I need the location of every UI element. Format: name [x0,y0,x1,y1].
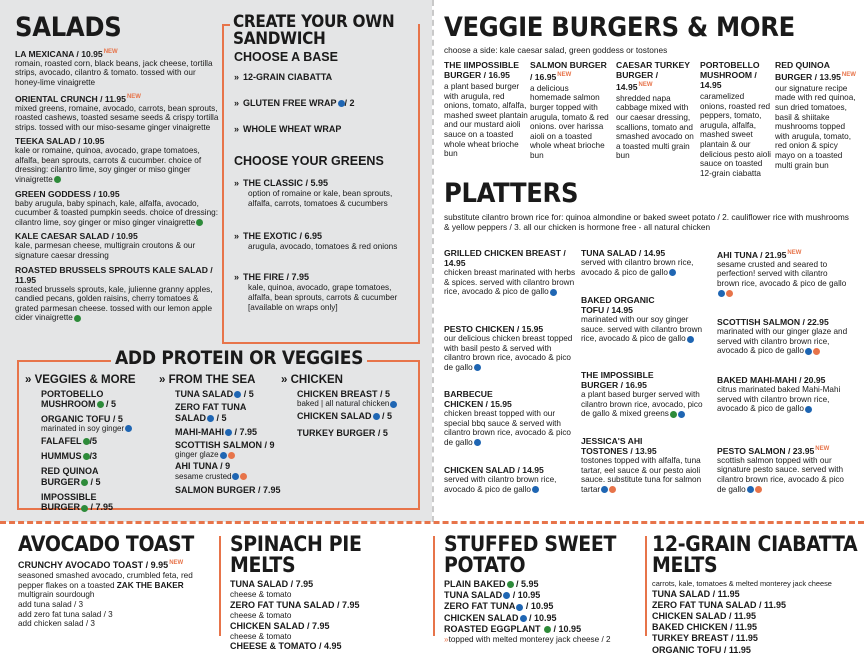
platter-item [444,248,576,297]
veggie-desc: a delicious homemade salmon burger topped with arugula, tomato & red onions. over harissa aioli on a toasted whole wheat brioche bun [530,83,609,161]
protein-price: / 5 [382,411,393,422]
green-desc: kale, quinoa, avocado, grape tomatoes, alfalfa, bean sprouts, carrots & cucumber [available on wraps only] [248,283,398,312]
protein-price: / 5 [106,399,117,410]
gluten-free-icon [225,429,232,436]
platter-name: SCOTTISH SALMON / 22.95 [717,317,829,327]
arrow-icon: » [234,72,240,82]
veggie-item [775,60,859,170]
ciabatta-title: 12-GRAIN CIABATTA MELTS [652,532,858,577]
gluten-free-icon [669,269,676,276]
arrow-icon: » [159,374,169,386]
arrow-icon: » [234,272,240,282]
gluten-free-icon [474,364,481,371]
protein-box [17,347,420,513]
potato-item: TUNA SALAD [444,590,503,601]
gluten-free-icon [373,413,380,420]
green-desc: arugula, avocado, tomatoes & red onions [248,242,398,251]
new-badge: NEW [103,49,118,55]
platter-item [581,436,713,494]
salad-item [15,189,220,228]
veggie-name: SALMON BURGER / 16.95 [530,60,607,82]
salad-item [15,231,220,260]
platter-desc: citrus marinated baked Mahi-Mahi served with cilantro brown rice, avocado & pico de gallo [717,385,841,414]
platter-item [717,317,849,356]
avocado-addon: add zero fat tuna salad / 3 [18,609,113,619]
platter-desc: tostones topped with alfalfa, tuna tartar, eel sauce & our pesto aioli sauce. substitute tuna for salmon tartar [581,456,702,494]
platter-name: GRILLED CHICKEN BREAST / 14.95 [444,248,566,268]
protein-item: CHICKEN SALAD [297,411,372,422]
gluten-free-icon [805,406,812,413]
salad-desc: kale or romaine, quinoa, avocado, grape tomatoes, alfalfa, bean sprouts, carrots & cucumber. choice of dressing: cilantro lime, soy ginger or miso ginger vinaigrette [15,146,202,185]
vegan-icon [544,626,551,633]
vegan-icon [83,453,90,460]
gluten-free-icon [532,486,539,493]
spinach-item: CHEESE & TOMATO / 4.95 [230,641,342,652]
arrow-icon: » [25,374,35,386]
protein-item: ZERO FAT TUNA SALAD [175,402,246,423]
veggies-column [25,374,160,513]
spicy-icon [813,348,820,355]
veggie-desc: a plant based burger with arugula, red onions, tomato, alfalfa, mashed sweet plantain and our mustard aioli sauce on a toasted whole wheat brioche bun [444,82,528,159]
base-option [234,98,355,108]
arrow-icon: » [234,231,240,241]
greens-heading: CHOOSE YOUR GREENS [234,154,384,168]
gluten-free-icon [805,348,812,355]
salad-name: ORIENTAL CRUNCH / 11.95 [15,93,126,104]
potato-price: / 5.95 [516,579,539,589]
salad-name: GREEN GODDESS / 10.95 [15,188,120,199]
protein-desc: ginger glaze [175,450,219,460]
salads-title: SALADS [15,12,122,43]
salad-item [15,265,220,323]
ciabatta-item: ORGANIC TOFU / 11.95 [652,644,751,655]
platter-name: PESTO SALMON / 23.95 [717,445,815,456]
platter-desc: a plant based burger served with cilantro brown rice, avocado, pico de gallo & mixed greens [581,390,703,419]
base-heading: CHOOSE A BASE [234,50,338,64]
horizontal-divider [0,521,864,524]
platter-item [444,389,576,447]
green-desc: option of romaine or kale, bean sprouts, alfalfa, carrots, tomatoes & cucumbers [248,189,393,208]
protein-desc: baked | all natural chicken [297,399,390,409]
gluten-free-icon [601,486,608,493]
gluten-free-icon [390,401,397,408]
gluten-free-icon [520,615,527,622]
gluten-free-icon [718,290,725,297]
avocado-desc-text: multigrain sourdough [18,590,95,600]
platter-desc: marinated with our ginger glaze and served with cilantro brown rice, avocado & pico de gallo [717,327,848,356]
platter-desc: chicken breast marinated with herbs & spices. served with cilantro brown rice, avocado & pico de gallo [444,268,576,297]
avocado-desc [18,571,214,600]
bakery-name: ZAK THE BAKER [116,580,184,590]
salads-section [15,14,220,327]
sandwich-title: CREATE YOUR OWN SANDWICH [230,14,418,48]
arrow-icon: » [234,98,240,108]
spinach-item: TUNA SALAD / 7.95 [230,579,314,589]
spinach-pie-section [230,534,430,653]
protein-title: ADD PROTEIN OR VEGGIES [111,349,367,368]
salad-desc: mixed greens, romaine, avocado, carrots, bean sprouts, roasted cashews, toasted sesame seeds & crispy tortilla strips. tossed with our miso-sesame ginger vinaigrette [15,103,219,132]
green-label: THE EXOTIC / 6.95 [243,231,323,241]
ciabatta-item: ZERO FAT TUNA SALAD / 11.95 [652,599,787,610]
gluten-free-icon [220,452,227,459]
protein-item: RED QUINOA BURGER [41,466,99,487]
salad-name: KALE CAESAR SALAD / 10.95 [15,231,138,242]
ciabatta-item: TURKEY BREAST / 11.95 [652,633,758,644]
gluten-free-icon [207,415,214,422]
vegan-icon [507,581,514,588]
avocado-name: CRUNCHY AVOCADO TOAST / 9.95 [18,560,169,570]
green-option [234,178,328,188]
platter-desc: marinated with our soy ginger sauce. served with cilantro brown rice, avocado & pico de gallo [581,315,703,344]
potato-item: CHICKEN SALAD [444,612,519,623]
platter-item [717,375,849,414]
spinach-desc: cheese & tomato [230,611,292,620]
chicken-heading: CHICKEN [290,374,343,386]
platter-desc: sesame crusted and seared to perfection! served with cilantro brown rice, avocado & pico de gallo [717,259,847,289]
protein-price: / 5 [243,389,254,399]
protein-item: ORGANIC TOFU / 5 [41,413,123,424]
gluten-free-icon [232,473,239,480]
platter-name: BARBECUE CHICKEN / 15.95 [444,389,512,409]
green-option [234,231,322,241]
potato-item: ROASTED EGGPLANT [444,623,541,634]
veggie-burgers-section [444,14,856,55]
potato-price: / 10.95 [553,623,582,634]
veggie-title: VEGGIE BURGERS & MORE [444,12,795,43]
sea-column [159,374,284,495]
protein-item: TUNA SALAD [175,389,234,399]
gluten-free-icon [678,411,685,418]
veggie-desc: caramelized onions, roasted red peppers, tomato, arugula, alfalfa, mashed sweet plantain & our delicious pesto aioli sauce on toasted 12-grain ciabatta [700,92,772,178]
protein-price: / 5 [216,412,227,423]
sandwich-box [222,12,420,344]
platter-desc: our delicious chicken breast topped with basil pesto & served with cilantro brown rice, avocado & pico de gallo [444,334,573,372]
vegan-icon [74,315,81,322]
spicy-icon [240,473,247,480]
avocado-desc-text: seasoned smashed avocado, crumbled feta, red pepper flakes on a toasted [18,571,193,590]
platter-item [444,465,576,494]
arrow-icon: » [444,635,449,645]
protein-item: PORTOBELLO MUSHROOM [41,389,104,410]
protein-item: IMPOSSIBLE BURGER [41,492,97,513]
vegan-icon [81,505,88,512]
salad-name: TEEKA SALAD / 10.95 [15,136,105,147]
base-label: GLUTEN FREE WRAP [243,98,337,108]
gluten-free-icon [503,592,510,599]
veggie-name: CAESAR TURKEY BURGER / 14.95 [616,60,690,92]
platter-desc: served with cilantro brown rice, avocado & pico de gallo [581,258,694,277]
ciabatta-item: BAKED CHICKEN / 11.95 [652,622,758,633]
veggie-item [444,60,528,159]
platters-section [444,180,856,232]
protein-price: / 5 [90,476,101,487]
sea-heading: FROM THE SEA [168,374,256,386]
spicy-icon [228,452,235,459]
avocado-addon: add chicken salad / 3 [18,619,95,629]
protein-item: CHICKEN BREAST / 5 [297,389,391,399]
new-badge: NEW [815,446,830,452]
spinach-item: CHICKEN SALAD / 7.95 [230,620,330,631]
avocado-addon: add tuna salad / 3 [18,599,84,609]
new-badge: NEW [638,82,653,88]
platter-item [581,295,713,344]
potato-price: / 10.95 [529,612,557,623]
platter-item [717,248,849,298]
new-badge: NEW [126,93,141,100]
veggie-name: THE IIMPOSSIBLE BURGER / 16.95 [444,60,519,80]
arrow-icon: » [234,124,240,134]
base-price: / 2 [344,98,355,108]
section-divider [219,536,221,636]
new-badge: NEW [557,72,572,78]
spinach-title: SPINACH PIE MELTS [230,532,362,577]
vegan-icon [670,411,677,418]
veggie-name: RED QUINOA BURGER / 13.95 [775,60,841,82]
arrow-icon: » [281,374,291,386]
salad-desc: roasted brussels sprouts, kale, julienne granny apples, candied pecans, golden raisins, cherry tomatoes & grated parmesan cheese. tossed with our lemon apple cider vinaigrette [15,284,213,323]
base-option [234,72,332,82]
ciabatta-item: TUNA SALAD / 11.95 [652,588,740,599]
vegan-icon [97,401,104,408]
gluten-free-icon [550,289,557,296]
new-badge: NEW [841,72,856,78]
green-label: THE CLASSIC / 5.95 [243,178,329,188]
platter-item [581,248,713,277]
protein-item: MAHI-MAHI [175,426,224,437]
veggie-item [530,60,610,161]
avocado-toast-section [18,534,214,629]
salad-name: LA MEXICANA / 10.95 [15,48,103,59]
base-option [234,124,341,134]
protein-item: FALAFEL [41,435,82,446]
veggie-desc: shredded napa cabbage mixed with our caesar dressing, scallions, tomato and smashed avocado on a toasted multi grain bun [616,93,694,161]
spicy-icon [609,486,616,493]
protein-price: /3 [89,451,98,462]
spinach-desc: cheese & tomato [230,590,292,600]
protein-desc: sesame crusted [175,471,232,481]
potato-price: / 10.95 [512,590,541,601]
veggies-heading: VEGGIES & MORE [34,374,136,386]
gluten-free-icon [125,425,132,432]
platter-name: THE IMPOSSIBLE BURGER / 16.95 [581,370,654,390]
protein-price: /5 [89,435,98,446]
platter-name: JESSICA'S AHI TOSTONES / 13.95 [581,436,657,456]
spinach-item: ZERO FAT TUNA SALAD / 7.95 [230,599,360,610]
potato-note: topped with melted monterey jack cheese / 2 [448,635,611,645]
gluten-free-icon [234,391,241,398]
platter-name: BAKED MAHI-MAHI / 20.95 [717,375,826,385]
salad-item [15,47,220,88]
salad-name: ROASTED BRUSSELS SPROUTS KALE SALAD / 11.95 [15,264,213,285]
veggie-desc: our signature recipe made with red quinoa, sun dried tomatoes, basil & shiitake mushrooms topped with arugula, tomato, red onion & spicy mayo on a toasted multi grain bun [775,83,856,170]
new-badge: NEW [787,250,802,256]
platter-name: PESTO CHICKEN / 15.95 [444,324,544,334]
spinach-desc: cheese & tomato [230,631,292,641]
protein-desc [41,424,160,433]
salad-desc: romain, roasted corn, black beans, jack cheese, tortilla strips, avocado, cilantro & tomato. tossed with our honey-lime vinaigrette [15,58,213,88]
platter-item [581,370,713,419]
platter-desc: scottish salmon topped with our signature pesto sauce. served with cilantro brown rice, avocado & pico de gallo [717,455,844,494]
potato-price: / 10.95 [525,601,554,612]
veggie-subtitle: choose a side: kale caesar salad, green goddess or tostones [444,45,668,55]
vegan-icon [81,479,88,486]
platter-name: BAKED ORGANIC TOFU / 14.95 [581,295,655,315]
platter-name: TUNA SALAD / 14.95 [581,248,666,258]
spicy-icon [726,290,733,297]
veggie-item [616,60,696,161]
veggie-item [700,60,772,178]
potato-item: PLAIN BAKED [444,579,506,589]
protein-item: TURKEY BURGER / 5 [297,427,388,438]
vegan-icon [83,438,90,445]
veggie-name: PORTOBELLO MUSHROOM / 14.95 [700,60,760,90]
platters-subtitle: substitute cilantro brown rice for: quinoa almondine or baked sweet potato / 2. cauliflower rice with mushrooms & yellow peppers / 3. all our chicken is hormone free - all natural chicken [444,212,849,232]
section-divider [645,536,647,636]
section-divider [433,536,435,636]
green-label: THE FIRE / 7.95 [243,272,310,282]
base-label: 12-GRAIN CIABATTA [243,72,333,82]
protein-desc-text: marinated in soy ginger [41,423,125,433]
gluten-free-icon [687,336,694,343]
platter-item [444,324,576,372]
salad-item [15,136,220,184]
gluten-free-icon [474,439,481,446]
protein-item: AHI TUNA / 9 [175,461,231,472]
platter-desc: served with cilantro brown rice, avocado & pico de gallo [444,475,557,494]
sweet-potato-section [444,534,640,645]
salad-desc: baby arugula, baby spinach, kale, alfalfa, avocado, cucumber & toasted pumpkin seeds. choice of dressing: cilantro lime, soy ginger or miso ginger vinaigrette [15,198,218,227]
platter-item [717,444,849,494]
arrow-icon: » [234,178,240,188]
platter-name: CHICKEN SALAD / 14.95 [444,465,544,475]
ciabatta-melts-section [652,534,860,656]
vertical-divider [432,0,434,522]
ciabatta-subtitle: carrots, kale, tomatoes & melted monterey jack cheese [652,579,832,588]
platter-desc: chicken breast topped with our special bbq sauce & served with cilantro brown rice, avocado & pico de gallo [444,409,571,447]
gluten-free-icon [747,486,754,493]
platter-name: AHI TUNA / 21.95 [717,249,787,260]
salad-item [15,92,220,133]
green-option [234,272,309,282]
protein-item: HUMMUS [41,451,82,462]
protein-item: SCOTTISH SALMON / 9 [175,440,275,451]
chicken-column [281,374,416,438]
protein-price: / 7.95 [90,502,114,513]
platters-title: PLATTERS [444,178,579,209]
vegan-icon [196,219,203,226]
gluten-free-icon [338,100,345,107]
protein-item: SALMON BURGER / 7.95 [175,484,281,495]
avocado-title: AVOCADO TOAST [18,532,194,556]
gluten-free-icon [516,604,523,611]
potato-title: STUFFED SWEET POTATO [444,532,617,577]
salad-desc: kale, parmesan cheese, multigrain croutons & our signature caesar dressing [15,241,196,261]
spicy-icon [755,486,762,493]
potato-item: ZERO FAT TUNA [444,601,516,612]
base-label: WHOLE WHEAT WRAP [243,124,342,134]
new-badge: NEW [169,560,184,566]
ciabatta-item: CHICKEN SALAD / 11.95 [652,611,757,621]
protein-price: / 7.95 [234,426,258,437]
vegan-icon [54,176,61,183]
